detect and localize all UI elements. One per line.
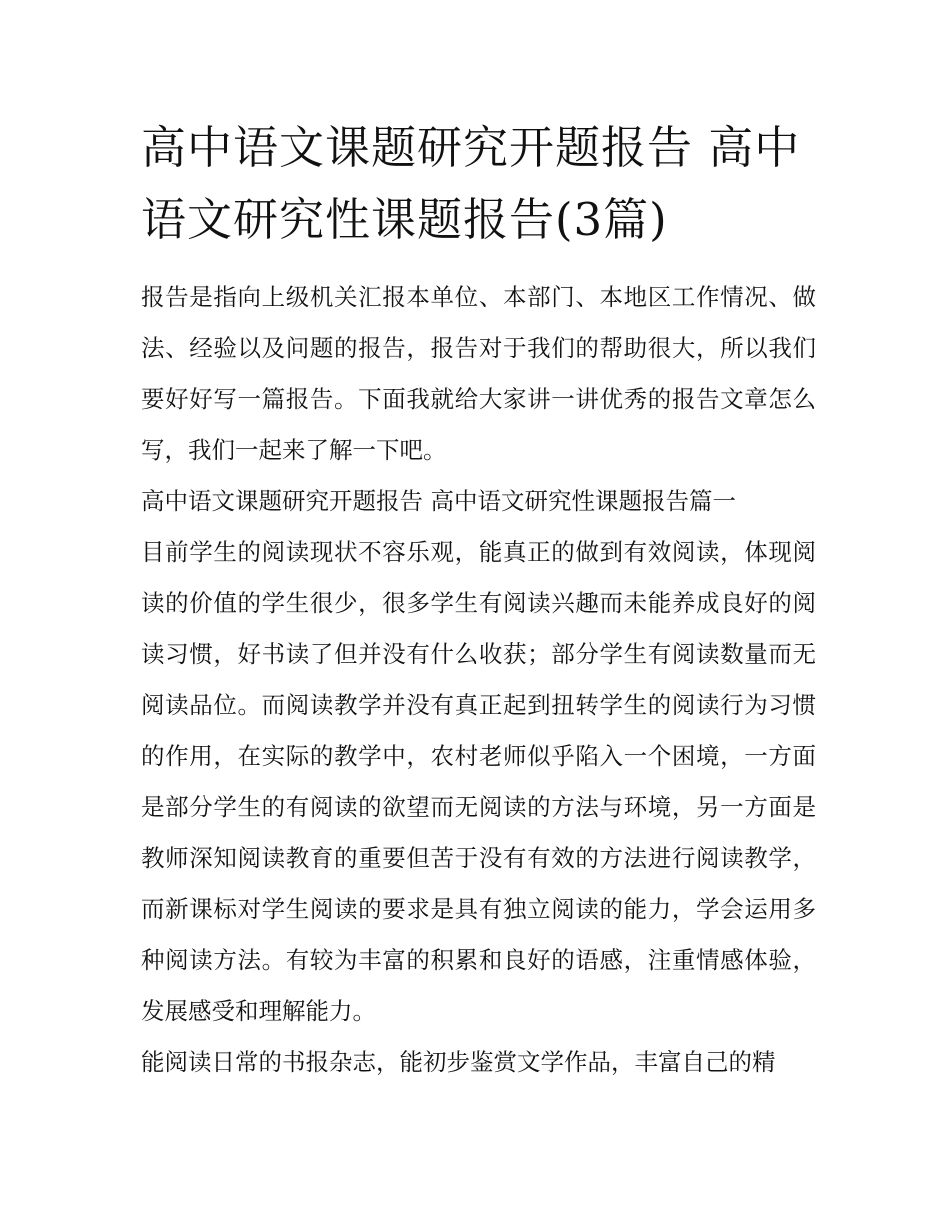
- document-body: [141, 272, 816, 1088]
- intro-paragraph: 报告是指向上级机关汇报本单位、本部门、本地区工作情况、做法、经验以及问题的报告，报告对于我们的帮助很大，所以我们要好好写一篇报告。下面我就给大家讲一讲优秀的报告文章怎么写，我们一起来了解一下吧。: [141, 283, 816, 464]
- document-content: [141, 112, 816, 1088]
- section-heading: 高中语文课题研究开题报告 高中语文研究性课题报告篇一: [141, 487, 736, 515]
- body-paragraph: 目前学生的阅读现状不容乐观，能真正的做到有效阅读，体现阅读的价值的学生很少，很多学生有阅读兴趣而未能养成良好的阅读习惯，好书读了但并没有什么收获；部分学生有阅读数量而无阅读品位。而阅读教学并没有真正起到扭转学生的阅读行为习惯的作用，在实际的教学中，农村老师似乎陷入一个困境，一方面是部分学生的有阅读的欲望而无阅读的方法与环境，另一方面是教师深知阅读教育的重要但苦于没有有效的方法进行阅读教学，而新课标对学生阅读的要求是具有独立阅读的能力，学会运用多种阅读方法。有较为丰富的积累和良好的语感，注重情感体验，发展感受和理解能力。: [141, 538, 816, 1025]
- body-paragraph-continued: 能阅读日常的书报杂志，能初步鉴赏文学作品，丰富自己的精: [141, 1048, 776, 1076]
- document-title: 高中语文课题研究开题报告 高中语文研究性课题报告(3篇): [141, 121, 801, 246]
